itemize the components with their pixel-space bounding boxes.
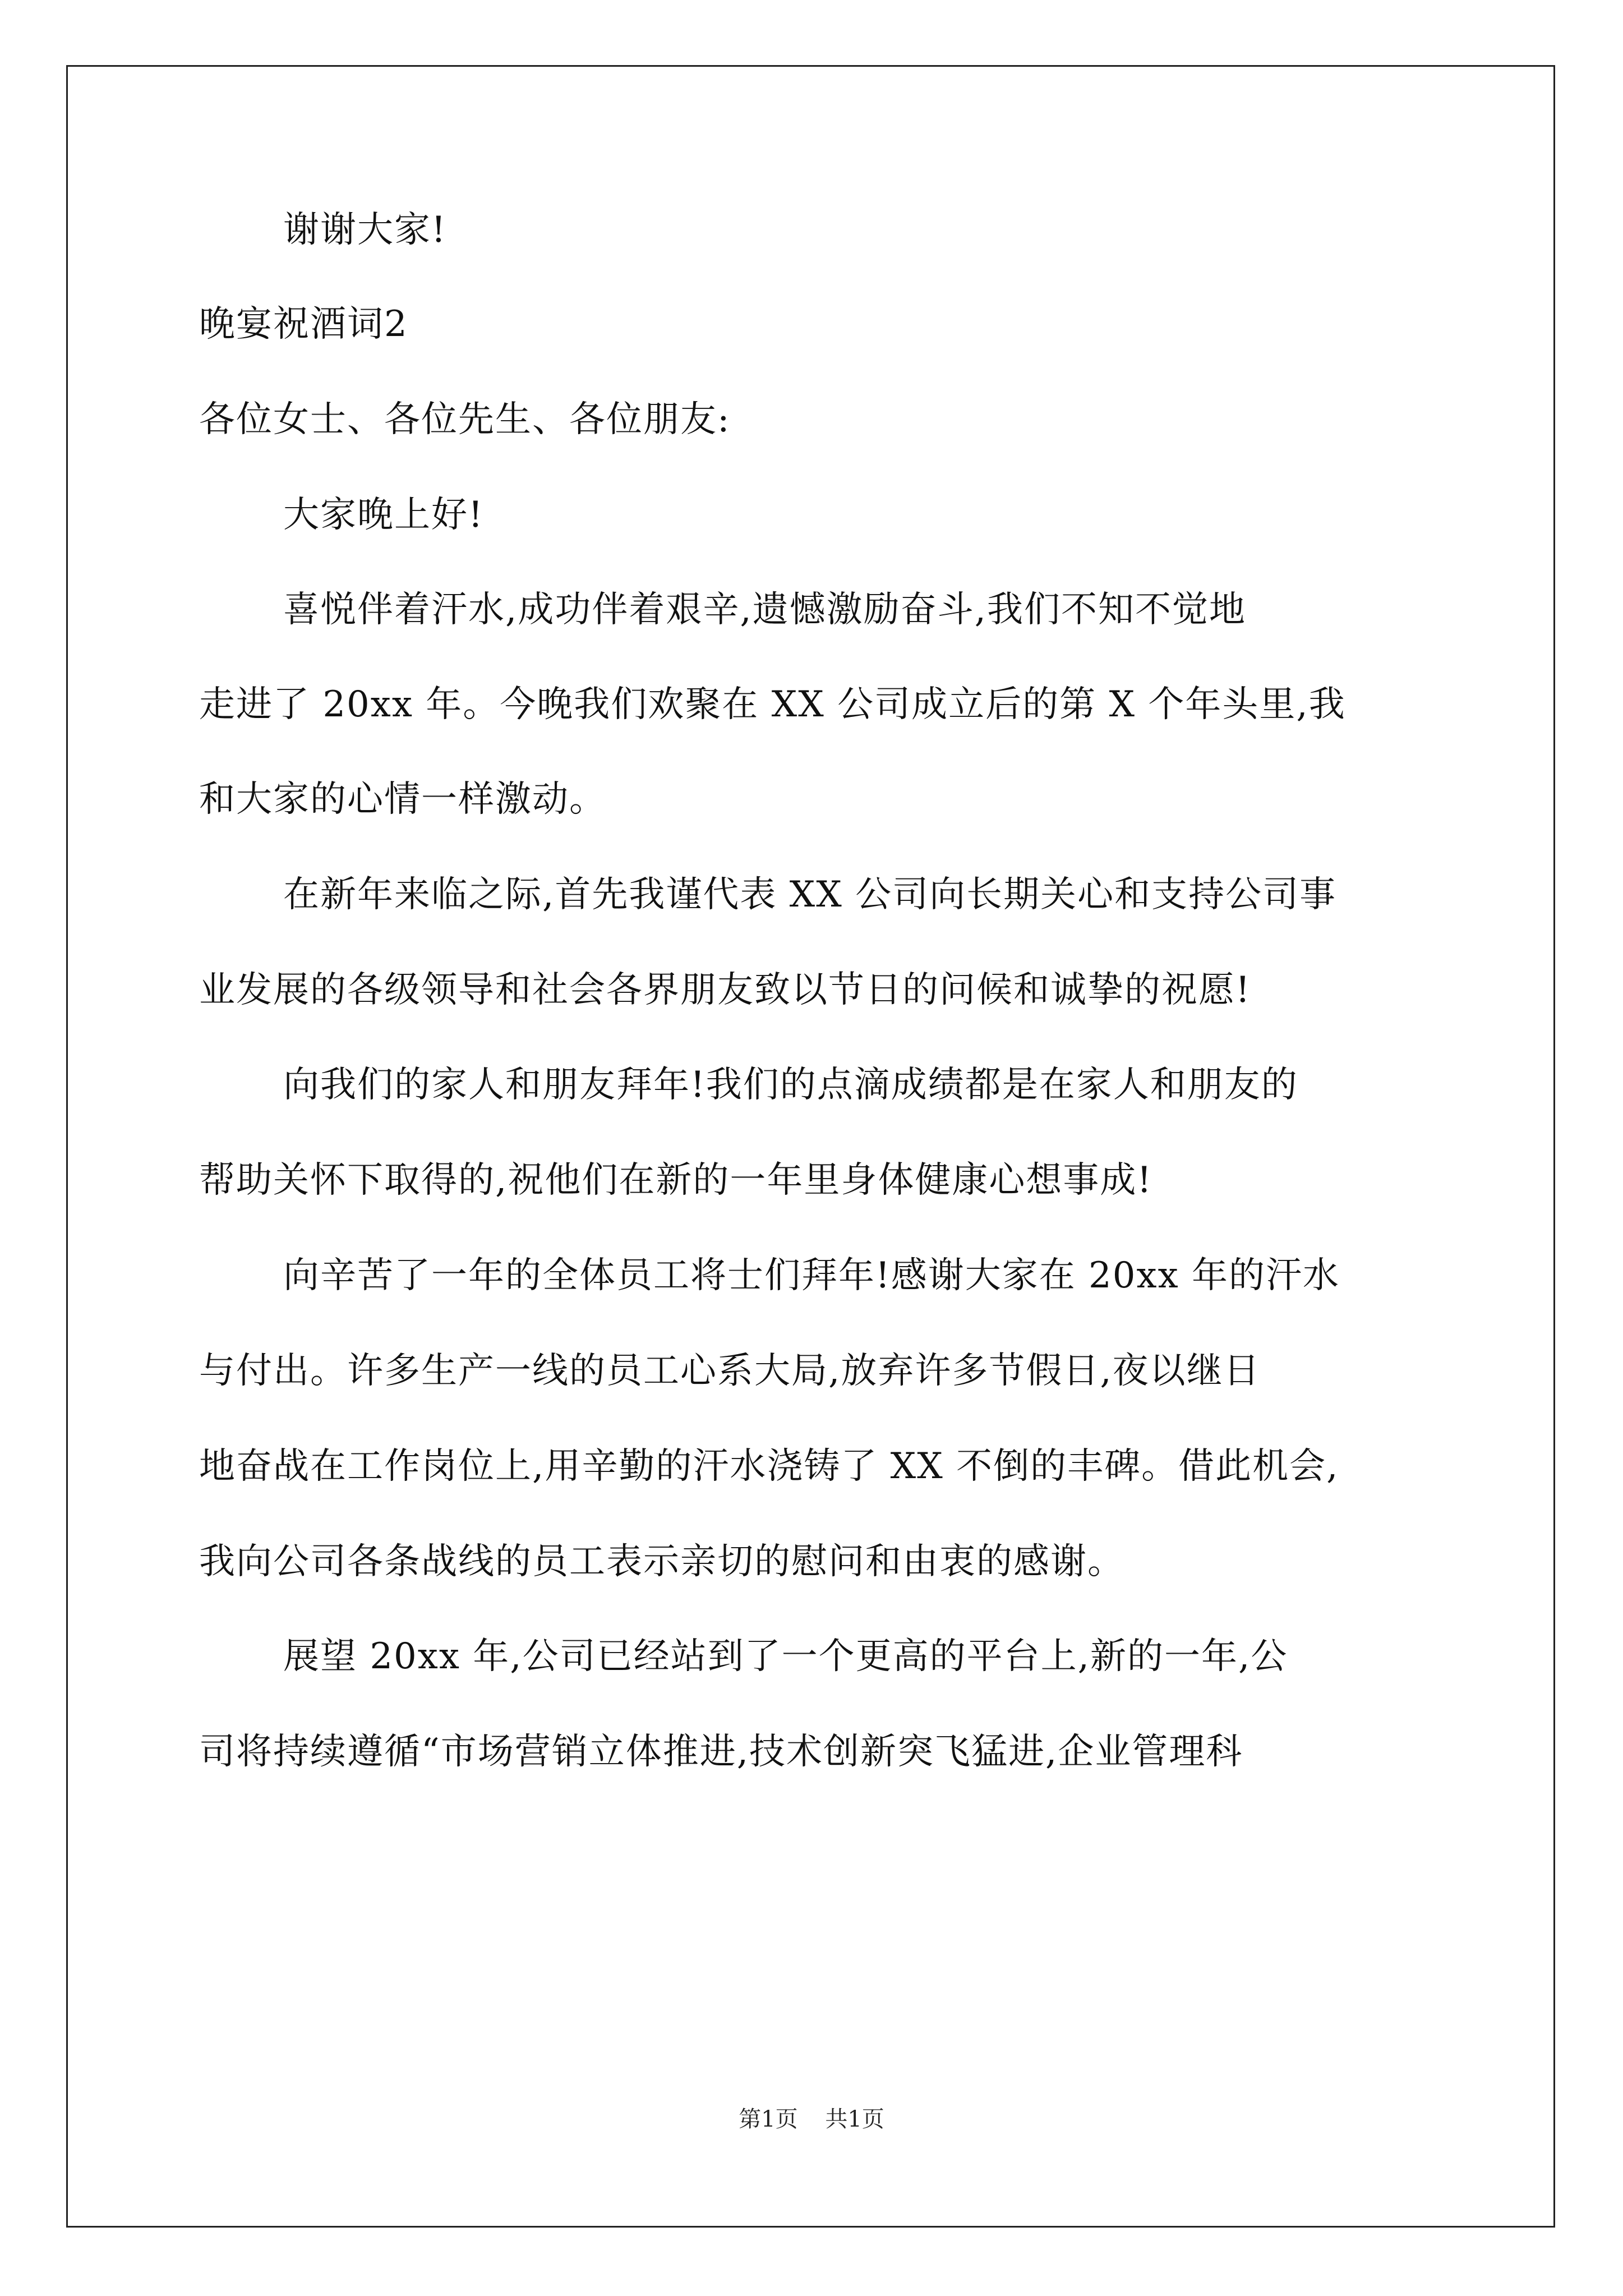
paragraph-line: 走进了 20xx 年。今晚我们欢聚在 XX 公司成立后的第 X 个年头里,我 bbox=[199, 684, 1346, 725]
paragraph-line: 与付出。许多生产一线的员工心系大局,放弃许多节假日,夜以继日 bbox=[199, 1350, 1261, 1392]
page-number: 第1页 bbox=[739, 2106, 798, 2132]
paragraph-line: 业发展的各级领导和社会各界朋友致以节日的问候和诚挚的祝愿! bbox=[199, 969, 1251, 1011]
paragraph-line: 在新年来临之际,首先我谨代表 XX 公司向长期关心和支持公司事 bbox=[283, 874, 1337, 915]
paragraph-line: 展望 20xx 年,公司已经站到了一个更高的平台上,新的一年,公 bbox=[283, 1636, 1288, 1677]
paragraph-line: 谢谢大家! bbox=[283, 209, 447, 251]
paragraph-line: 地奋战在工作岗位上,用辛勤的汗水浇铸了 XX 不倒的丰碑。借此机会, bbox=[199, 1446, 1339, 1487]
paragraph-line: 我向公司各条战线的员工表示亲切的慰问和由衷的感谢。 bbox=[199, 1541, 1124, 1582]
section-title: 晚宴祝酒词2 bbox=[199, 303, 408, 345]
paragraph-line: 喜悦伴着汗水,成功伴着艰辛,遗憾激励奋斗,我们不知不觉地 bbox=[283, 589, 1247, 631]
salutation-line: 各位女士、各位先生、各位朋友: bbox=[199, 399, 731, 440]
page-border bbox=[66, 65, 1555, 2228]
page-footer bbox=[0, 2102, 1623, 2136]
paragraph-line: 大家晚上好! bbox=[283, 494, 484, 536]
paragraph-line: 司将持续遵循“市场营销立体推进,技术创新突飞猛进,企业管理科 bbox=[199, 1731, 1243, 1773]
paragraph-line: 帮助关怀下取得的,祝他们在新的一年里身体健康心想事成! bbox=[199, 1159, 1153, 1201]
paragraph-line: 和大家的心情一样激动。 bbox=[199, 779, 606, 820]
paragraph-line: 向辛苦了一年的全体员工将士们拜年!感谢大家在 20xx 年的汗水 bbox=[283, 1255, 1340, 1296]
page-total: 共1页 bbox=[825, 2106, 884, 2132]
paragraph-line: 向我们的家人和朋友拜年!我们的点滴成绩都是在家人和朋友的 bbox=[283, 1064, 1298, 1106]
